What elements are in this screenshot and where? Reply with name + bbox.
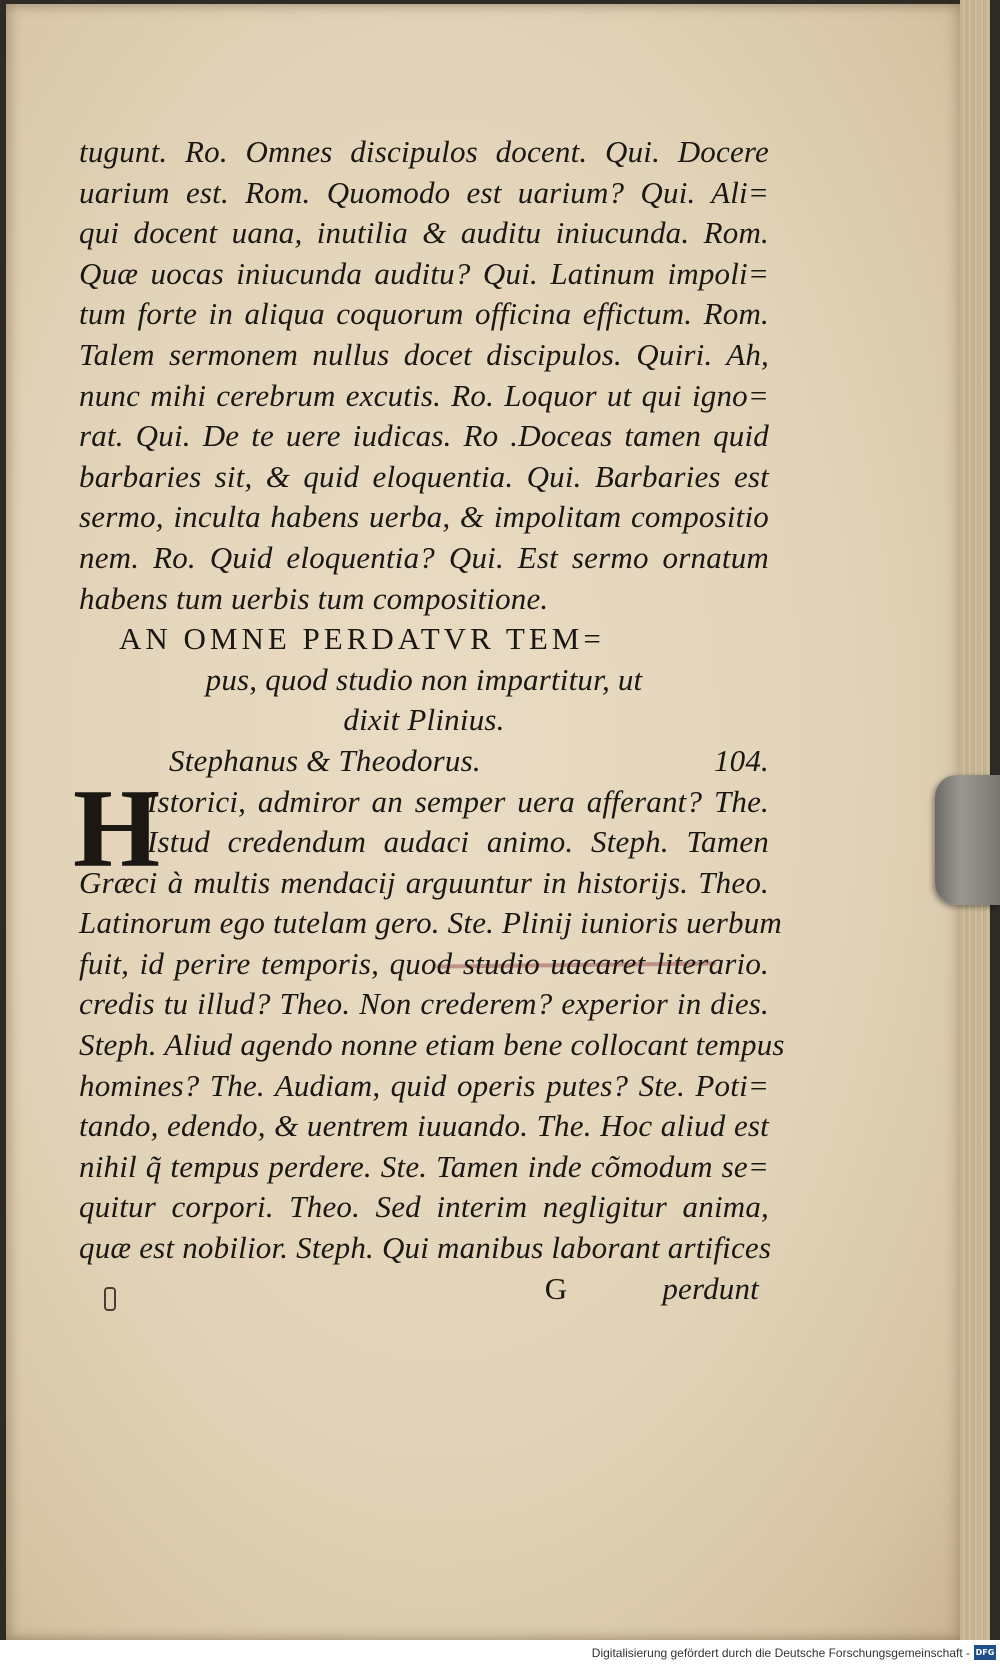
signature-mark: G	[544, 1270, 568, 1306]
funding-credit: Digitalisierung gefördert durch die Deutsche Forschungsgemeinschaft -	[591, 1646, 970, 1660]
text-line: Latinorum ego tutelam gero. Ste. Plinij iunioris uerbum	[79, 905, 783, 941]
heading-line-2: pus, quod studio non impartitur, ut	[205, 661, 643, 697]
text-line: sermo, inculta habens uerba, & impolitam compositio	[79, 499, 769, 535]
heading-caps-line: AN OMNE PERDATVR TEM=	[119, 621, 605, 657]
page-footer	[79, 1269, 769, 1310]
text-line: nem. Ro. Quid eloquentia? Qui. Est sermo ornatum	[79, 539, 769, 575]
text-line: credis tu illud? Theo. Non crederem? experior in dies.	[79, 986, 769, 1022]
text-line: qui docent uana, inutilia & auditu iniucunda. Rom.	[79, 215, 769, 251]
text-line: homines? The. Audiam, quid operis putes? Ste. Poti=	[79, 1067, 769, 1103]
text-line: habens tum uerbis tum compositione.	[79, 580, 549, 616]
section-heading	[79, 619, 769, 781]
dialogue-section-2	[73, 766, 785, 1269]
drop-cap-initial: H	[73, 766, 161, 891]
dialogue-section-1	[79, 132, 769, 619]
text-line: Quæ uocas iniucunda auditu? Qui. Latinum impoli=	[79, 255, 769, 291]
text-line: nihil q̃ tempus perdere. Ste. Tamen inde cõmodum se=	[79, 1148, 769, 1184]
text-line: Steph. Aliud agendo nonne etiam bene collocant tempus	[79, 1027, 785, 1063]
text-line: Græci à multis mendacij arguuntur in historijs. Theo.	[79, 864, 769, 900]
text-line: fuit, id perire temporis, quod studio uacaret literario.	[79, 945, 769, 981]
dfg-logo: DFG	[974, 1645, 996, 1660]
text-line: quitur corpori. Theo. Sed interim negligitur anima,	[79, 1189, 769, 1225]
text-line: tando, edendo, & uentrem iuuando. The. Hoc aliud est	[79, 1108, 769, 1144]
text-line: rat. Qui. De te uere iudicas. Ro .Doceas tamen quid	[79, 418, 769, 454]
catchword: perdunt	[662, 1270, 759, 1306]
speakers-line	[79, 741, 769, 782]
text-line: Istorici, admiror an semper uera afferant? The.	[147, 783, 769, 819]
speakers-names: Stephanus & Theodorus.	[169, 742, 481, 778]
text-line: uarium est. Rom. Quomodo est uarium? Qui. Ali=	[79, 174, 769, 210]
page-text	[73, 132, 785, 1309]
text-line: Talem sermonem nullus docet discipulos. Quiri. Ah,	[79, 336, 769, 372]
credit-bar	[0, 1640, 1000, 1668]
text-line: quæ est nobilior. Steph. Qui manibus laborant artifices	[79, 1230, 772, 1266]
text-line: Istud credendum audaci animo. Steph. Tamen	[147, 824, 769, 860]
colloquy-number: 104.	[713, 742, 769, 778]
text-line: tum forte in aliqua coquorum officina effictum. Rom.	[79, 296, 769, 332]
book-page	[6, 4, 966, 1640]
book-clip	[935, 775, 1000, 905]
text-line: barbaries sit, & quid eloquentia. Qui. Barbaries est	[79, 458, 769, 494]
text-line: tugunt. Ro. Omnes discipulos docent. Qui. Docere	[79, 134, 769, 169]
text-line: nunc mihi cerebrum excutis. Ro. Loquor ut qui igno=	[79, 377, 769, 413]
margin-ink-mark	[104, 1287, 116, 1311]
heading-line-3: dixit Plinius.	[343, 702, 505, 738]
